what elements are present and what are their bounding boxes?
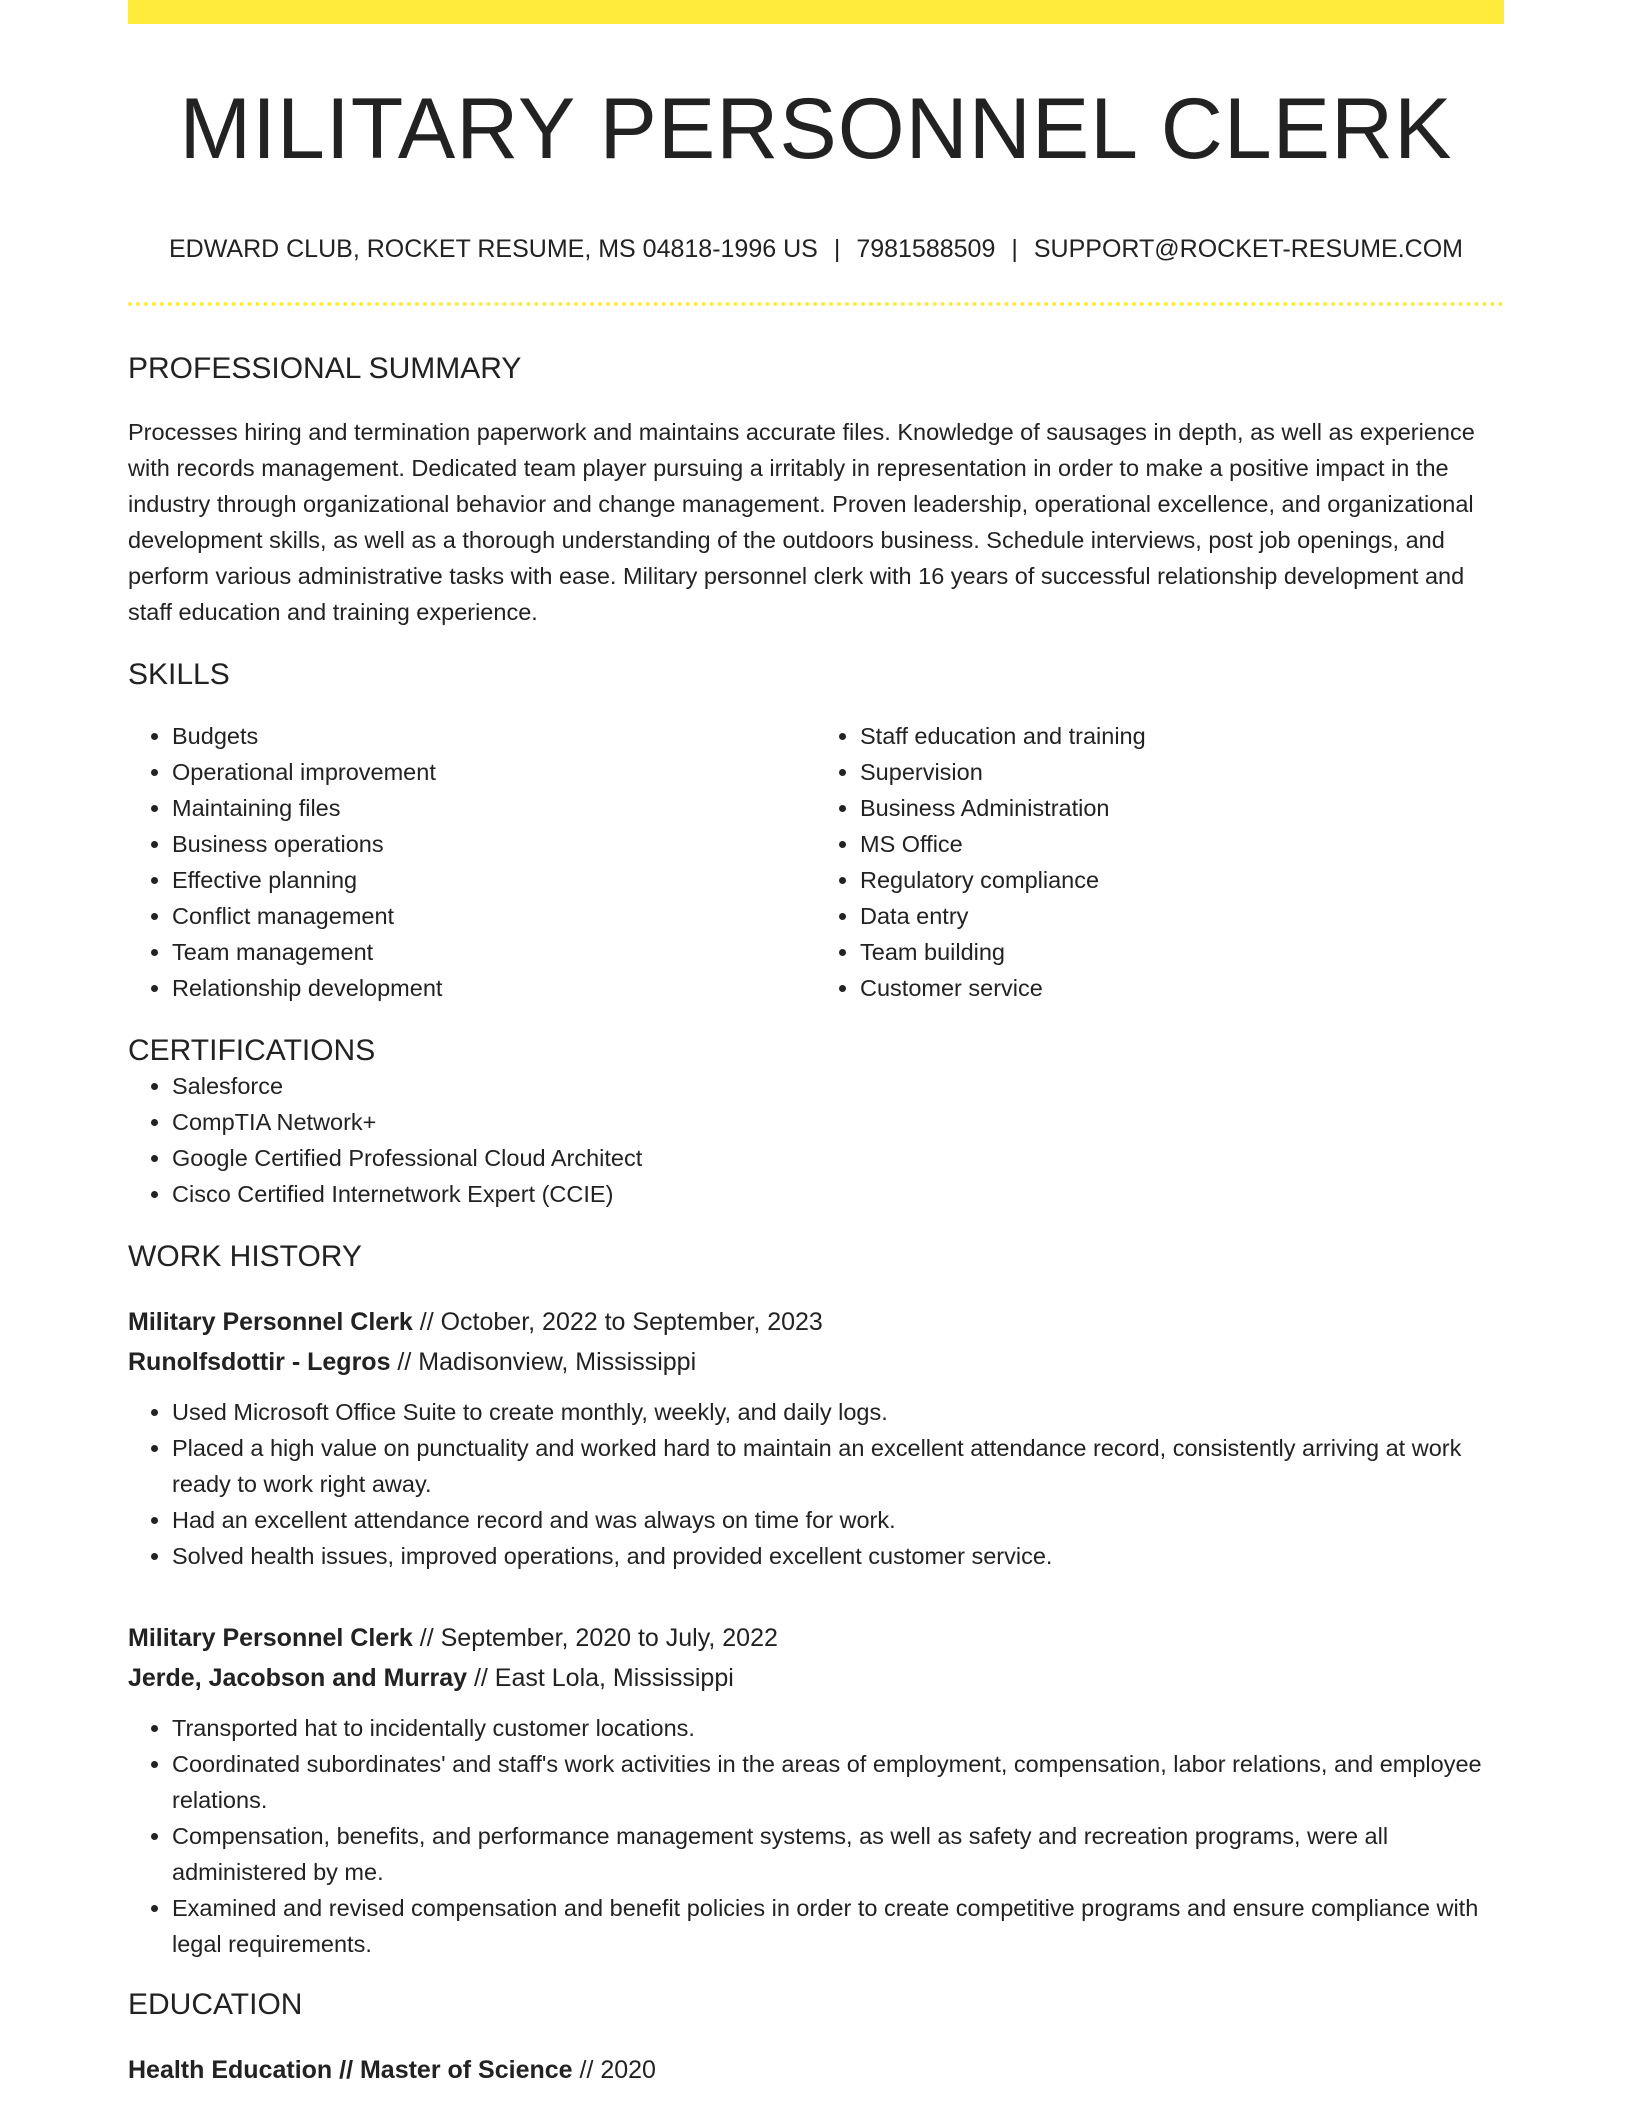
job-bullet: • Coordinated subordinates' and staff's work activities in the areas of employment, compensation, labor relations, and employee relations. bbox=[172, 1746, 1504, 1818]
job-role: Military Personnel Clerk bbox=[128, 1307, 413, 1336]
certification-item: • CompTIA Network+ bbox=[172, 1104, 1504, 1140]
job-location: // East Lola, Mississippi bbox=[467, 1663, 734, 1692]
certification-item: • Google Certified Professional Cloud Architect bbox=[172, 1140, 1504, 1176]
education-entry bbox=[128, 2050, 1504, 2090]
certification-item: • Cisco Certified Internetwork Expert (CCIE) bbox=[172, 1176, 1504, 1212]
skill-item: • Conflict management bbox=[172, 898, 816, 934]
job-role: Military Personnel Clerk bbox=[128, 1623, 413, 1652]
contact-line bbox=[128, 235, 1504, 264]
contact-phone: 7981588509 bbox=[856, 234, 996, 263]
skill-item: • Operational improvement bbox=[172, 754, 816, 790]
education-year: // 2020 bbox=[572, 2055, 656, 2084]
skill-item: • Staff education and training bbox=[860, 718, 1504, 754]
job-title-line bbox=[128, 1302, 1504, 1342]
education-degree: Health Education // Master of Science bbox=[128, 2055, 573, 2084]
job-location: // Madisonview, Mississippi bbox=[390, 1347, 697, 1376]
job-bullet: • Used Microsoft Office Suite to create monthly, weekly, and daily logs. bbox=[172, 1394, 1504, 1430]
resume-title: MILITARY PERSONNEL CLERK bbox=[179, 81, 1453, 177]
skill-item: • Team management bbox=[172, 934, 816, 970]
job-title-line bbox=[128, 1618, 1504, 1658]
job-bullet: • Solved health issues, improved operations, and provided excellent customer service. bbox=[172, 1538, 1504, 1574]
job-dates: // October, 2022 to September, 2023 bbox=[412, 1307, 823, 1336]
skill-item: • Team building bbox=[860, 934, 1504, 970]
education-heading: EDUCATION bbox=[128, 1987, 303, 2021]
job-bullets bbox=[128, 1394, 1504, 1574]
contact-email: SUPPORT@ROCKET-RESUME.COM bbox=[1033, 234, 1463, 263]
skill-item: • Maintaining files bbox=[172, 790, 816, 826]
job-bullet: • Compensation, benefits, and performance management systems, as well as safety and recreation programs, were all administered by me. bbox=[172, 1818, 1504, 1890]
job-bullet: • Transported hat to incidentally customer locations. bbox=[172, 1710, 1504, 1746]
resume-page bbox=[128, 0, 1504, 2090]
job-bullet: • Placed a high value on punctuality and worked hard to maintain an excellent attendance record, consistently arriving at work ready to work right away. bbox=[172, 1430, 1504, 1502]
summary-heading: PROFESSIONAL SUMMARY bbox=[128, 351, 522, 385]
contact-address: EDWARD CLUB, ROCKET RESUME, MS 04818-1996 US bbox=[169, 234, 818, 263]
job-entry bbox=[128, 1618, 1504, 1962]
skill-item: • Regulatory compliance bbox=[860, 862, 1504, 898]
skill-item: • Effective planning bbox=[172, 862, 816, 898]
top-accent-bar bbox=[128, 0, 1504, 24]
skills-right-list bbox=[816, 718, 1504, 1006]
job-bullet: • Had an excellent attendance record and was always on time for work. bbox=[172, 1502, 1504, 1538]
job-bullets bbox=[128, 1710, 1504, 1962]
job-entry bbox=[128, 1302, 1504, 1574]
contact-separator: | bbox=[833, 234, 841, 263]
skill-item: • MS Office bbox=[860, 826, 1504, 862]
contact-separator: | bbox=[1011, 234, 1018, 263]
certification-item: • Salesforce bbox=[172, 1068, 1504, 1104]
work-history-heading: WORK HISTORY bbox=[128, 1239, 362, 1273]
skills-heading: SKILLS bbox=[128, 657, 230, 691]
certifications-list bbox=[128, 1068, 1504, 1212]
skill-item: • Supervision bbox=[860, 754, 1504, 790]
job-company: Runolfsdottir - Legros bbox=[128, 1347, 391, 1376]
job-bullet: • Examined and revised compensation and benefit policies in order to create competitive programs and ensure compliance with legal requirements. bbox=[172, 1890, 1504, 1962]
skills-columns bbox=[128, 718, 1504, 1006]
job-company: Jerde, Jacobson and Murray bbox=[128, 1663, 468, 1692]
summary-text: Processes hiring and termination paperwork and maintains accurate files. Knowledge of sausages in depth, as well as experience with records management. Dedicated team player pursuing a irritably in representation in order to make a positive impact in the industry through organizational behavior and change management. Proven leadership, operational excellence, and organizational development skills, as well as a thorough understanding of the outdoors business. Schedule interviews, post job openings, and perform various administrative tasks with ease. Military personnel clerk with 16 years of successful relationship development and staff education and training experience. bbox=[128, 418, 1475, 625]
job-dates: // September, 2020 to July, 2022 bbox=[412, 1623, 778, 1652]
job-company-line bbox=[128, 1342, 1504, 1382]
skill-item: • Business Administration bbox=[860, 790, 1504, 826]
job-company-line bbox=[128, 1658, 1504, 1698]
skill-item: • Budgets bbox=[172, 718, 816, 754]
skills-left-list bbox=[128, 718, 816, 1006]
certifications-heading: CERTIFICATIONS bbox=[128, 1033, 376, 1067]
skill-item: • Customer service bbox=[860, 970, 1504, 1006]
skill-item: • Data entry bbox=[860, 898, 1504, 934]
skill-item: • Business operations bbox=[172, 826, 816, 862]
skill-item: • Relationship development bbox=[172, 970, 816, 1006]
dotted-divider bbox=[128, 302, 1504, 306]
